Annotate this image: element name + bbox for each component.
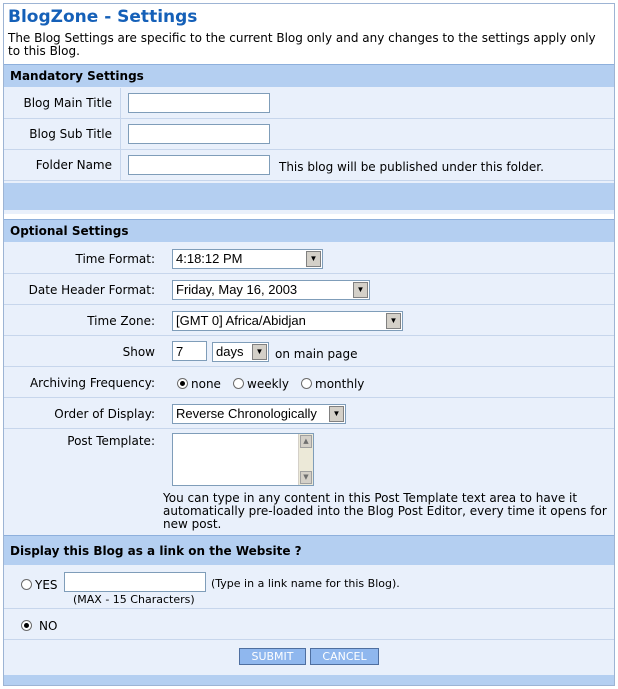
archiving-monthly-label: monthly [315, 377, 365, 391]
dropdown-arrow-icon[interactable]: ▼ [353, 282, 368, 298]
button-row [4, 640, 614, 672]
radio-yes[interactable] [21, 579, 32, 590]
submit-button[interactable]: SUBMIT [239, 648, 306, 665]
archiving-none-option[interactable] [177, 377, 221, 391]
link-yes-row [4, 566, 614, 609]
time-zone-label: Time Zone: [87, 314, 155, 328]
dropdown-arrow-icon[interactable]: ▼ [306, 251, 321, 267]
page-title: BlogZone - Settings [8, 7, 198, 27]
sub-title-label: Blog Sub Title [29, 127, 112, 141]
post-template-textarea[interactable] [172, 433, 314, 486]
time-format-select[interactable] [172, 249, 323, 269]
date-header-value: Friday, May 16, 2003 [176, 282, 298, 297]
optional-section [4, 219, 614, 535]
radio-weekly[interactable] [233, 378, 244, 389]
column-divider [120, 88, 121, 119]
archiving-weekly-option[interactable] [233, 377, 289, 391]
post-template-row [4, 429, 614, 535]
column-divider [120, 150, 121, 181]
order-value: Reverse Chronologically [176, 406, 317, 421]
show-row [4, 336, 614, 367]
scroll-up-icon[interactable]: ▲ [300, 435, 312, 448]
folder-note: This blog will be published under this folder. [279, 160, 544, 174]
archiving-weekly-label: weekly [247, 377, 289, 391]
time-zone-select[interactable] [172, 311, 403, 331]
cancel-button[interactable]: CANCEL [310, 648, 379, 665]
show-unit-value: days [216, 344, 244, 359]
archiving-row [4, 367, 614, 398]
main-title-row [4, 88, 614, 119]
link-hint: (Type in a link name for this Blog). [211, 577, 400, 590]
column-divider [120, 119, 121, 150]
scroll-down-icon[interactable]: ▼ [300, 471, 312, 484]
link-yes-option[interactable] [21, 578, 58, 592]
folder-row [4, 150, 614, 181]
date-header-row [4, 274, 614, 305]
archiving-none-label: none [191, 377, 221, 391]
link-section [4, 535, 614, 685]
folder-label: Folder Name [35, 158, 112, 172]
radio-monthly[interactable] [301, 378, 312, 389]
dropdown-arrow-icon[interactable]: ▼ [329, 406, 344, 422]
radio-none[interactable] [177, 378, 188, 389]
show-label: Show [122, 345, 155, 359]
date-header-label: Date Header Format: [28, 283, 155, 297]
post-template-help: You can type in any content in this Post Template text area to have it automatically pre-loaded into the Blog Post Editor, every time it opens for new post. [163, 491, 607, 531]
date-header-select[interactable] [172, 280, 370, 300]
time-zone-row [4, 305, 614, 336]
order-row [4, 398, 614, 429]
link-no-option[interactable] [21, 619, 57, 633]
time-format-value: 4:18:12 PM [176, 251, 243, 266]
mandatory-section [4, 64, 614, 214]
settings-frame [3, 3, 615, 686]
sub-title-input[interactable] [128, 124, 270, 144]
show-count-input[interactable] [172, 341, 207, 361]
main-title-input[interactable] [128, 93, 270, 113]
radio-no[interactable] [21, 620, 32, 631]
link-header: Display this Blog as a link on the Website ? [4, 535, 614, 565]
time-format-label: Time Format: [75, 252, 155, 266]
link-max-note: (MAX - 15 Characters) [73, 593, 195, 606]
intro-text: The Blog Settings are specific to the current Blog only and any changes to the settings apply only to this Blog. [8, 31, 596, 58]
folder-input[interactable] [128, 155, 270, 175]
mandatory-footer-bar [4, 183, 614, 210]
time-zone-value: [GMT 0] Africa/Abidjan [176, 313, 306, 328]
archiving-monthly-option[interactable] [301, 377, 364, 391]
order-select[interactable] [172, 404, 346, 424]
link-no-label: NO [39, 619, 58, 633]
link-name-input[interactable] [64, 572, 206, 592]
textarea-scrollbar[interactable] [298, 434, 313, 485]
mandatory-header: Mandatory Settings [4, 64, 614, 87]
link-yes-label: YES [35, 578, 58, 592]
dropdown-arrow-icon[interactable]: ▼ [252, 344, 267, 360]
post-template-label: Post Template: [67, 434, 155, 448]
link-no-row [4, 609, 614, 640]
time-format-row [4, 243, 614, 274]
sub-title-row [4, 119, 614, 150]
dropdown-arrow-icon[interactable]: ▼ [386, 313, 401, 329]
order-label: Order of Display: [54, 407, 155, 421]
show-unit-select[interactable] [212, 342, 269, 362]
main-title-label: Blog Main Title [23, 96, 112, 110]
show-suffix: on main page [275, 347, 358, 361]
archiving-label: Archiving Frequency: [29, 376, 155, 390]
optional-header: Optional Settings [4, 219, 614, 242]
link-footer-bar [4, 675, 614, 685]
